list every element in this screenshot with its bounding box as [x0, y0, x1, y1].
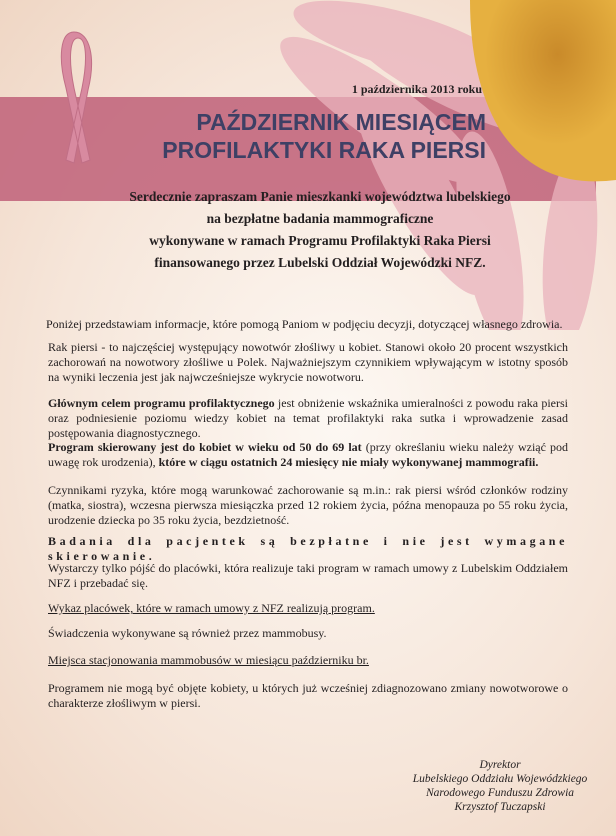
paragraph [48, 440, 568, 470]
signature-line: Lubelskiego Oddziału Wojewódzkiego [412, 773, 588, 785]
title-line: PROFILAKTYKI RAKA PIERSI [162, 137, 486, 163]
invitation-line: wykonywane w ramach Programu Profilaktyki Raka Piersi [149, 233, 491, 248]
paragraph: Rak piersi - to najczęściej występujący nowotwór złośliwy u kobiet. Stanowi około 20 procent wszystkich zachorowań na nowotwory złośliwe u Polek. Najważniejszym czynnikiem wpływającym w istotny sposób na wyniki leczenia jest jak najwcześniejsze wykrycie nowotworu. [48, 340, 568, 384]
intro-paragraph: Poniżej przedstawiam informacje, które pomogą Paniom w podjęciu decyzji, dotyczącej własnego zdrowia. [46, 317, 563, 331]
paragraph: Wystarczy tylko pójść do placówki, która realizuje taki program w ramach umowy z Lubelskim Oddziałem NFZ i przebadać się. [48, 561, 568, 590]
signature [400, 758, 600, 814]
pink-ribbon-icon [52, 28, 102, 168]
document-date: 1 października 2013 roku [351, 82, 482, 96]
title-line: PAŹDZIERNIK MIESIĄCEM [196, 109, 486, 135]
facilities-list-link[interactable]: Wykaz placówek, które w ramach umowy z NFZ realizują program. [48, 601, 375, 615]
free-exam-notice: Badania dla pacjentek są bezpłatne i nie jest wymagane skierowanie. [48, 534, 568, 563]
paragraph: Programem nie mogą być objęte kobiety, u których już wcześniej zdiagnozowano zmiany nowotworowe o charakterze złośliwym w piersi. [48, 681, 568, 710]
paragraph: Czynnikami ryzyka, które mogą warunkować zachorowanie są m.in.: rak piersi wśród członków rodziny (matka, siostra), wczesna pierwsza miesiączka przed 12 rokiem życia, późna menopauza po 55 roku życia, urodzenie dziecka po 35 roku życia, bezdzietność. [48, 483, 568, 527]
bold-text: Program skierowany jest do kobiet w wieku od 50 do 69 lat [48, 440, 362, 454]
signature-line: Krzysztof Tuczapski [454, 801, 546, 813]
text: jest obniżenie wskaźnika umieralności z powodu raka piersi oraz podniesienie poziomu wiedzy kobiet na temat profilaktyki raka sutka i wprowadzenie zasad postępowania diagnostycznego. [48, 396, 568, 440]
text: (przy określaniu wieku należy wziąć pod uwagę rok urodzenia), [48, 440, 569, 469]
invitation-line: finansowanego przez Lubelski Oddział Wojewódzki NFZ. [154, 255, 486, 270]
invitation-line: na bezpłatne badania mammograficzne [206, 211, 434, 226]
bold-text: które w ciągu ostatnich 24 miesięcy nie miały wykonywanej mammografii. [158, 455, 539, 469]
invitation-line: Serdecznie zapraszam Panie mieszkanki województwa lubelskiego [129, 189, 511, 204]
bold-text: Głównym celem programu profilaktycznego [48, 396, 275, 410]
signature-line: Dyrektor [479, 759, 521, 771]
signature-line: Narodowego Funduszu Zdrowia [425, 787, 575, 799]
mammobus-locations-link[interactable]: Miejsca stacjonowania mammobusów w miesiącu październiku br. [48, 653, 369, 667]
invitation [60, 186, 580, 274]
paragraph: Świadczenia wykonywane są również przez mammobusy. [48, 626, 327, 640]
paragraph [48, 396, 568, 441]
page-title [162, 108, 486, 164]
